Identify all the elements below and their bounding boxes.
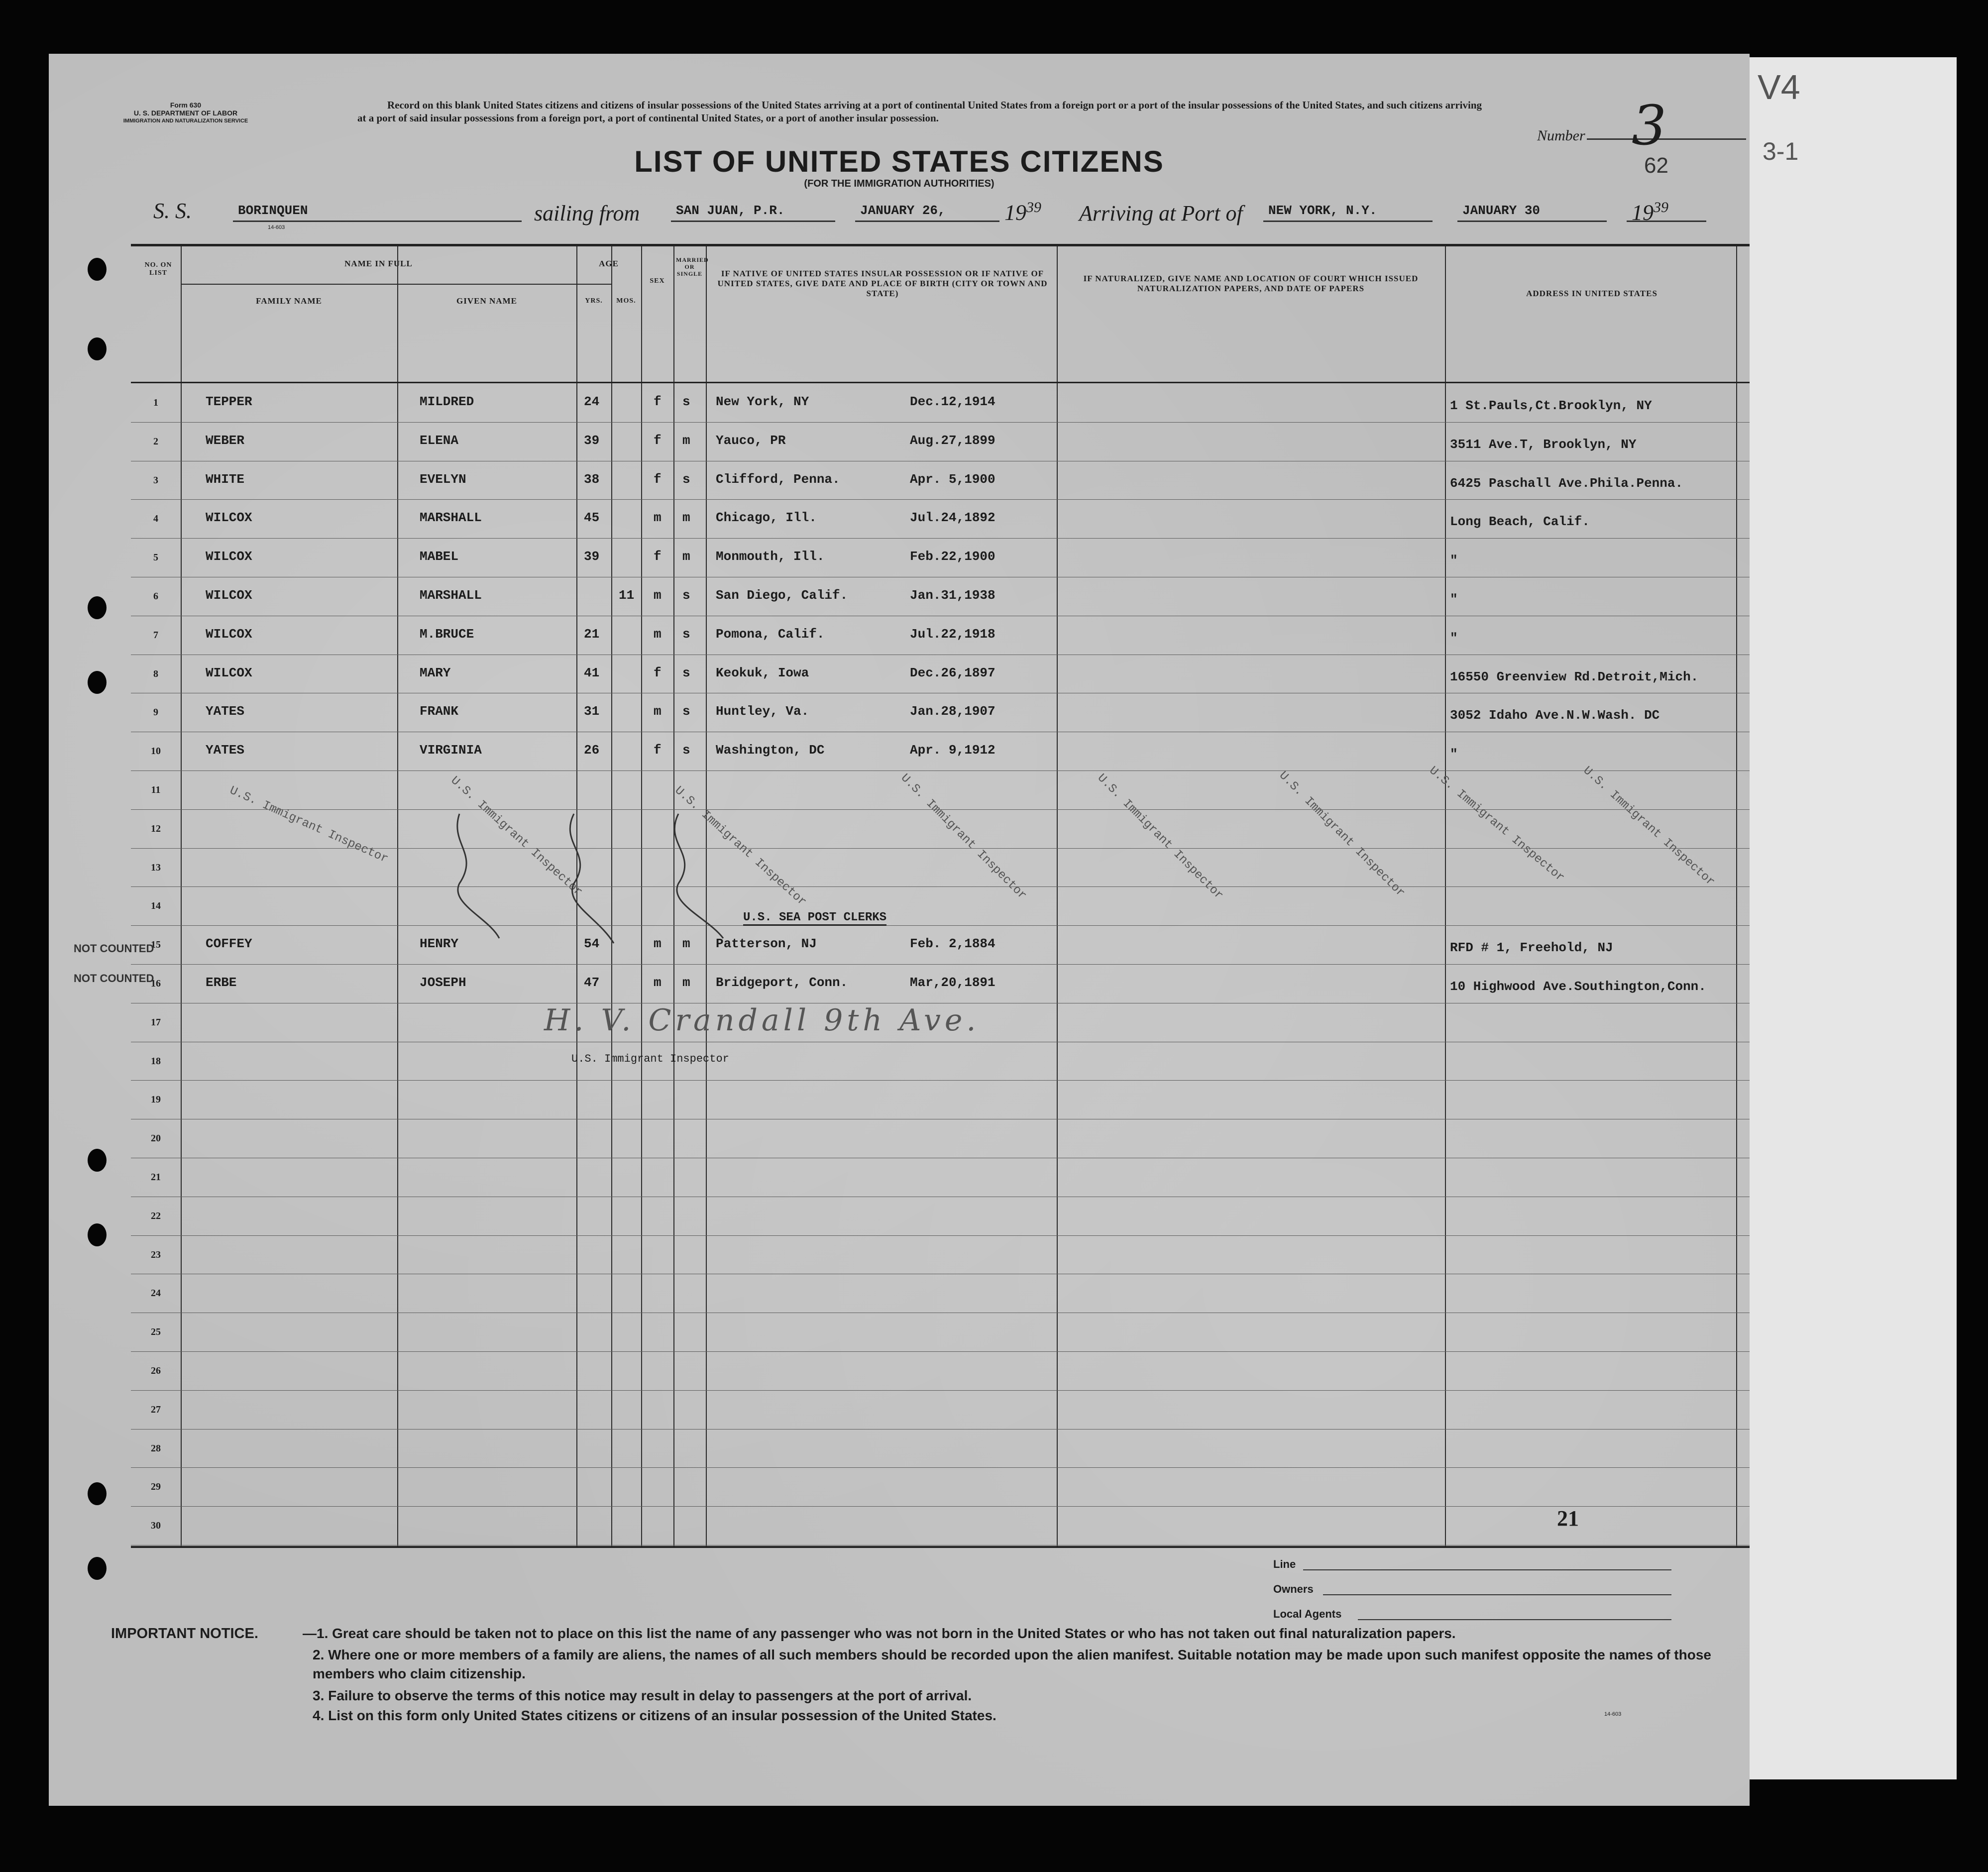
birth-date-cell: Jul.22,1918 bbox=[910, 626, 995, 642]
department-name: U. S. DEPARTMENT OF LABOR bbox=[133, 109, 238, 117]
address-cell: RFD # 1, Freehold, NJ bbox=[1450, 940, 1613, 956]
sailing-port: SAN JUAN, P.R. bbox=[676, 203, 785, 218]
row-rule bbox=[131, 499, 1750, 500]
inspector-stamp: U.S. Immigrant Inspector bbox=[447, 774, 585, 899]
row-rule bbox=[131, 925, 1750, 926]
row-rule bbox=[131, 1390, 1750, 1391]
sailing-label: sailing from bbox=[534, 201, 640, 225]
form-info bbox=[96, 101, 275, 125]
sex-cell: f bbox=[654, 743, 662, 758]
line-number: 18 bbox=[151, 1055, 161, 1067]
marital-status-cell: m bbox=[682, 549, 690, 564]
given-name-cell: MARSHALL bbox=[420, 588, 482, 603]
sailing-date-underline bbox=[855, 220, 999, 222]
birth-place-cell: Chicago, Ill. bbox=[716, 510, 817, 526]
address-cell: " bbox=[1450, 630, 1458, 646]
given-name-cell: MARY bbox=[420, 665, 451, 680]
page-number: 62 bbox=[1644, 153, 1668, 178]
birth-place-cell: Pomona, Calif. bbox=[716, 626, 825, 642]
line-number: 23 bbox=[151, 1249, 161, 1260]
service-name: IMMIGRATION AND NATURALIZATION SERVICE bbox=[123, 118, 248, 124]
line-number: 24 bbox=[151, 1288, 161, 1299]
sex-cell: f bbox=[654, 471, 662, 487]
col-address-header: ADDRESS IN UNITED STATES bbox=[1526, 289, 1657, 298]
family-name-cell: WEBER bbox=[206, 433, 245, 448]
family-name-cell: ERBE bbox=[206, 975, 237, 990]
sailing-year bbox=[1004, 199, 1041, 225]
marital-status-cell: m bbox=[682, 936, 690, 952]
ship-underline bbox=[233, 220, 522, 222]
address-cell: 16550 Greenview Rd.Detroit,Mich. bbox=[1450, 669, 1699, 684]
line-number: 17 bbox=[151, 1016, 161, 1028]
notice-item: 2. Where one or more members of a family are aliens, the names of all such members should be recorded upon the alien manifest. Suitable notation may be made upon such manifest opposite the names of those members who claim citizenship. bbox=[313, 1647, 1711, 1681]
wavy-marks bbox=[449, 804, 808, 953]
given-name-cell: MABEL bbox=[420, 549, 459, 564]
col-name-header: NAME IN FULL bbox=[344, 259, 413, 268]
sex-cell: m bbox=[654, 936, 662, 952]
family-name-cell: YATES bbox=[206, 704, 245, 719]
inspector-stamp: U.S. Immigrant Inspector bbox=[1276, 769, 1408, 900]
arriving-date: JANUARY 30 bbox=[1462, 203, 1541, 218]
marital-status-cell: m bbox=[682, 975, 690, 990]
punch-hole bbox=[88, 1557, 107, 1580]
line-label: Line bbox=[1273, 1558, 1296, 1570]
family-name-cell: WILCOX bbox=[206, 510, 252, 526]
col-mos-header: MOS. bbox=[616, 297, 636, 305]
form-number: Form 630 bbox=[170, 101, 202, 109]
line-number: 28 bbox=[151, 1442, 161, 1454]
line-number: 21 bbox=[151, 1172, 161, 1183]
punch-hole bbox=[88, 337, 107, 360]
family-name-cell: WILCOX bbox=[206, 588, 252, 603]
inspector-stamp: U.S. Immigrant Inspector bbox=[897, 771, 1029, 903]
birth-date-cell: Jul.24,1892 bbox=[910, 510, 995, 526]
punch-hole bbox=[88, 1223, 107, 1246]
sex-cell: f bbox=[654, 549, 662, 564]
punch-hole bbox=[88, 1482, 107, 1505]
line-number: 3 bbox=[153, 474, 158, 486]
side-mark: V4 bbox=[1758, 68, 1800, 107]
given-name-cell: HENRY bbox=[420, 936, 459, 952]
age-years-cell: 21 bbox=[584, 626, 600, 642]
birth-place-cell: Washington, DC bbox=[716, 743, 825, 758]
row-rule bbox=[131, 1429, 1750, 1430]
col-married-header: MARRIED OR SINGLE bbox=[676, 256, 709, 277]
marital-status-cell: m bbox=[682, 510, 690, 526]
arriving-port: NEW YORK, N.Y. bbox=[1268, 203, 1377, 218]
sailing-year-suffix: 39 bbox=[1026, 199, 1041, 216]
punch-hole bbox=[88, 1149, 107, 1172]
col-yrs-header: YRS. bbox=[585, 297, 603, 305]
arriving-year-prefix: 19 bbox=[1632, 200, 1654, 225]
line-number: 20 bbox=[151, 1133, 161, 1144]
not-counted-label: NOT COUNTED bbox=[74, 972, 154, 985]
age-years-cell: 41 bbox=[584, 665, 600, 680]
line-number: 5 bbox=[153, 552, 158, 563]
marital-status-cell: m bbox=[682, 433, 690, 448]
given-name-cell: JOSEPH bbox=[420, 975, 466, 990]
marital-status-cell: s bbox=[682, 626, 690, 642]
marital-status-cell: s bbox=[682, 665, 690, 680]
line-number: 27 bbox=[151, 1404, 161, 1415]
sea-post-header: U.S. SEA POST CLERKS bbox=[743, 911, 886, 926]
sex-cell: f bbox=[654, 394, 662, 409]
line-number: 11 bbox=[151, 784, 161, 795]
family-name-cell: COFFEY bbox=[206, 936, 252, 952]
sex-cell: m bbox=[654, 510, 662, 526]
passenger-table bbox=[74, 244, 1750, 1548]
line-number: 19 bbox=[151, 1094, 161, 1105]
birth-place-cell: Patterson, NJ bbox=[716, 936, 817, 952]
age-years-cell: 26 bbox=[584, 743, 600, 758]
birth-date-cell: Apr. 5,1900 bbox=[910, 471, 995, 487]
address-cell: " bbox=[1450, 747, 1458, 762]
inspector-stamp: U.S. Immigrant Inspector bbox=[1580, 764, 1717, 889]
number-label: Number bbox=[1537, 127, 1585, 144]
line-number: 7 bbox=[153, 629, 158, 641]
marital-status-cell: s bbox=[682, 704, 690, 719]
row-rule bbox=[131, 422, 1750, 423]
col-given-header: GIVEN NAME bbox=[456, 296, 517, 306]
col-naturalized-header: IF NATURALIZED, GIVE NAME AND LOCATION OF COURT WHICH ISSUED NATURALIZATION PAPERS, AND DATE OF PAPERS bbox=[1083, 274, 1419, 293]
family-name-cell: WILCOX bbox=[206, 549, 252, 564]
punch-hole bbox=[88, 671, 107, 694]
sex-cell: m bbox=[654, 704, 662, 719]
birth-date-cell: Dec.12,1914 bbox=[910, 394, 995, 409]
line-number: 6 bbox=[153, 591, 158, 602]
sex-cell: m bbox=[654, 626, 662, 642]
birth-place-cell: Monmouth, Ill. bbox=[716, 549, 825, 564]
line-number: 22 bbox=[151, 1210, 161, 1221]
birth-place-cell: Bridgeport, Conn. bbox=[716, 975, 848, 990]
col-sex-header: SEX bbox=[650, 277, 665, 285]
inspector-stamp: U.S. Immigrant Inspector bbox=[1426, 764, 1567, 885]
row-rule bbox=[131, 538, 1750, 539]
row-rule bbox=[131, 886, 1750, 887]
ship-name: BORINQUEN bbox=[238, 203, 308, 218]
notice-item: 4. List on this form only United States citizens or citizens of an insular possession of the United States. bbox=[313, 1708, 996, 1723]
address-cell: 3052 Idaho Ave.N.W.Wash. DC bbox=[1450, 708, 1660, 723]
row-rule bbox=[131, 1080, 1750, 1081]
arriving-year-underline bbox=[1627, 220, 1706, 222]
owners-label: Owners bbox=[1273, 1583, 1314, 1595]
age-years-cell: 45 bbox=[584, 510, 600, 526]
ship-form-code: 14-603 bbox=[268, 224, 285, 230]
owners-underline bbox=[1323, 1594, 1671, 1595]
sailing-year-prefix: 19 bbox=[1004, 200, 1026, 225]
inspector-label: U.S. Immigrant Inspector bbox=[571, 1053, 729, 1065]
birth-date-cell: Feb. 2,1884 bbox=[910, 936, 995, 952]
agents-underline bbox=[1358, 1619, 1671, 1620]
birth-date-cell: Apr. 9,1912 bbox=[910, 743, 995, 758]
birth-place-cell: Yauco, PR bbox=[716, 433, 786, 448]
sex-cell: m bbox=[654, 975, 662, 990]
family-name-cell: WILCOX bbox=[206, 626, 252, 642]
row-rule bbox=[131, 1467, 1750, 1468]
birth-place-cell: San Diego, Calif. bbox=[716, 588, 848, 603]
line-number: 16 bbox=[151, 978, 161, 989]
birth-date-cell: Jan.28,1907 bbox=[910, 704, 995, 719]
address-cell: 10 Highwood Ave.Southington,Conn. bbox=[1450, 979, 1706, 994]
family-name-cell: WILCOX bbox=[206, 665, 252, 680]
row-rule bbox=[131, 1506, 1750, 1507]
marital-status-cell: s bbox=[682, 471, 690, 487]
inspector-stamp: U.S. Immigrant Inspector bbox=[671, 784, 809, 909]
given-name-cell: VIRGINIA bbox=[420, 743, 482, 758]
arriving-year-suffix: 39 bbox=[1654, 199, 1668, 216]
line-number: 29 bbox=[151, 1481, 161, 1493]
page-tally: 21 bbox=[1557, 1506, 1579, 1531]
inspector-stamp: U.S. Immigrant Inspector bbox=[227, 784, 390, 867]
address-cell: " bbox=[1450, 553, 1458, 568]
birth-place-cell: Keokuk, Iowa bbox=[716, 665, 809, 680]
address-cell: 6425 Paschall Ave.Phila.Penna. bbox=[1450, 475, 1683, 491]
notice-title: IMPORTANT NOTICE. bbox=[111, 1626, 258, 1642]
line-number: 30 bbox=[151, 1520, 161, 1532]
given-name-cell: MARSHALL bbox=[420, 510, 482, 526]
inspector-stamp: U.S. Immigrant Inspector bbox=[1094, 771, 1226, 903]
sailing-port-underline bbox=[671, 220, 835, 222]
age-years-cell: 39 bbox=[584, 549, 600, 564]
row-rule bbox=[131, 1351, 1750, 1352]
address-cell: 3511 Ave.T, Brooklyn, NY bbox=[1450, 437, 1637, 452]
punch-hole bbox=[88, 596, 107, 619]
line-number: 8 bbox=[153, 668, 158, 679]
age-years-cell: 39 bbox=[584, 433, 600, 448]
line-number: 1 bbox=[153, 397, 158, 408]
page-subtitle: (FOR THE IMMIGRATION AUTHORITIES) bbox=[804, 178, 994, 189]
address-cell: Long Beach, Calif. bbox=[1450, 514, 1590, 530]
age-months-cell: 11 bbox=[619, 588, 635, 603]
given-name-cell: ELENA bbox=[420, 433, 459, 448]
family-name-cell: WHITE bbox=[206, 471, 245, 487]
agents-label: Local Agents bbox=[1273, 1608, 1342, 1620]
col-family-header: FAMILY NAME bbox=[256, 296, 322, 306]
header-divider bbox=[131, 382, 1750, 383]
line-number: 4 bbox=[153, 513, 158, 525]
line-number: 14 bbox=[151, 900, 161, 912]
row-rule bbox=[131, 1235, 1750, 1236]
ss-label: S. S. bbox=[153, 199, 192, 223]
punch-hole bbox=[88, 258, 107, 281]
col-age-header: AGE bbox=[599, 259, 619, 268]
birth-place-cell: Clifford, Penna. bbox=[716, 471, 840, 487]
notice-item: —1. Great care should be taken not to place on this list the name of any passenger who was not born in the United States or who has not taken out final naturalization papers. bbox=[303, 1626, 1456, 1641]
sailing-date: JANUARY 26, bbox=[860, 203, 946, 218]
marital-status-cell: s bbox=[682, 743, 690, 758]
age-years-cell: 54 bbox=[584, 936, 600, 952]
line-number: 15 bbox=[151, 939, 161, 951]
birth-date-cell: Feb.22,1900 bbox=[910, 549, 995, 564]
birth-place-cell: New York, NY bbox=[716, 394, 809, 409]
col-birth-header: IF NATIVE OF UNITED STATES INSULAR POSSESSION OR IF NATIVE OF UNITED STATES, GIVE DATE AND PLACE OF BIRTH (CITY OR TOWN AND STATE) bbox=[717, 269, 1048, 298]
given-name-cell: M.BRUCE bbox=[420, 626, 474, 642]
marital-status-cell: s bbox=[682, 588, 690, 603]
sex-cell: f bbox=[654, 665, 662, 680]
marital-status-cell: s bbox=[682, 394, 690, 409]
address-cell: " bbox=[1450, 592, 1458, 607]
line-underline bbox=[1303, 1569, 1671, 1570]
arriving-date-underline bbox=[1457, 220, 1607, 222]
notice-item: 3. Failure to observe the terms of this notice may result in delay to passengers at the port of arrival. bbox=[313, 1688, 972, 1703]
address-cell: 1 St.Pauls,Ct.Brooklyn, NY bbox=[1450, 398, 1652, 413]
given-name-cell: MILDRED bbox=[420, 394, 474, 409]
line-number: 9 bbox=[153, 707, 158, 718]
age-years-cell: 31 bbox=[584, 704, 600, 719]
birth-place-cell: Huntley, Va. bbox=[716, 704, 809, 719]
arriving-port-underline bbox=[1263, 220, 1433, 222]
line-number: 10 bbox=[151, 746, 161, 757]
age-years-cell: 38 bbox=[584, 471, 600, 487]
col-no-header: NO. ON LIST bbox=[144, 261, 172, 277]
row-rule bbox=[131, 964, 1750, 965]
footer-form-code: 14-603 bbox=[1604, 1711, 1622, 1717]
birth-date-cell: Jan.31,1938 bbox=[910, 588, 995, 603]
birth-date-cell: Aug.27,1899 bbox=[910, 433, 995, 448]
name-age-subheader-line bbox=[181, 284, 611, 285]
arriving-label: Arriving at Port of bbox=[1079, 201, 1243, 225]
line-number: 13 bbox=[151, 862, 161, 873]
birth-date-cell: Dec.26,1897 bbox=[910, 665, 995, 680]
age-years-cell: 24 bbox=[584, 394, 600, 409]
page-title: LIST OF UNITED STATES CITIZENS bbox=[634, 145, 1164, 178]
record-instructions: Record on this blank United States citizens and citizens of insular possessions of the United States arriving at a port of continental United States from a foreign port or a port of the insular possessions of the United States, and such citizens arriving at a port of said insular possessions from a foreign port, a port of continental United States, or a port of another insular possession. bbox=[357, 99, 1482, 124]
sex-cell: m bbox=[654, 588, 662, 603]
not-counted-label: NOT COUNTED bbox=[74, 942, 154, 955]
inspector-signature: H. V. Crandall 9th Ave. bbox=[544, 1003, 980, 1038]
given-name-cell: FRANK bbox=[420, 704, 459, 719]
line-number: 25 bbox=[151, 1326, 161, 1338]
line-number: 2 bbox=[153, 436, 158, 447]
manifest-page bbox=[49, 54, 1750, 1806]
age-years-cell: 47 bbox=[584, 975, 600, 990]
list-number: 3 bbox=[1632, 94, 1666, 157]
sex-cell: f bbox=[654, 433, 662, 448]
family-name-cell: TEPPER bbox=[206, 394, 252, 409]
family-name-cell: YATES bbox=[206, 743, 245, 758]
given-name-cell: EVELYN bbox=[420, 471, 466, 487]
side-mark-2: 3-1 bbox=[1763, 137, 1799, 165]
line-number: 26 bbox=[151, 1365, 161, 1376]
adjacent-page-strip bbox=[1745, 57, 1957, 1779]
birth-date-cell: Mar,20,1891 bbox=[910, 975, 995, 990]
line-number: 12 bbox=[151, 823, 161, 834]
number-underline bbox=[1587, 138, 1746, 140]
